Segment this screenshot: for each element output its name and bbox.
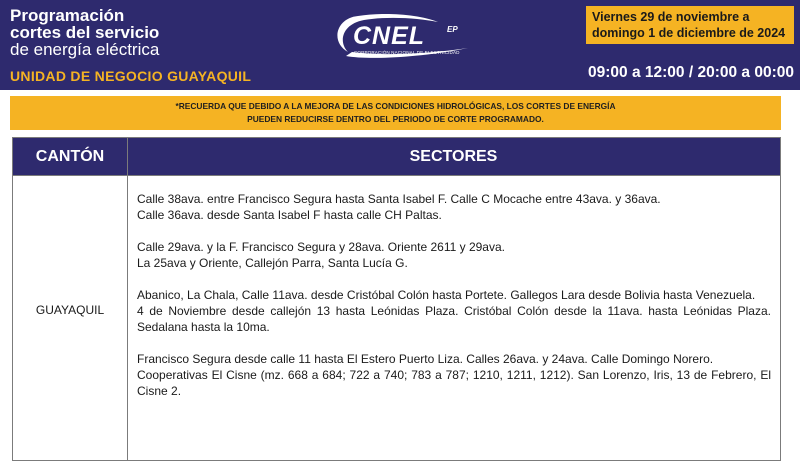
table-header: [13, 138, 780, 175]
time-range: 09:00 a 12:00 / 20:00 a 00:00: [588, 64, 794, 81]
logo-suffix: EP: [447, 25, 458, 34]
sector-line: Cooperativas El Cisne (mz. 668 a 684; 722 a 740; 783 a 787; 1210, 1211, 1212). San Lorenzo, Iris, 13 de Febrero, El Cisne 2.: [137, 368, 771, 398]
notice-line-1: *RECUERDA QUE DEBIDO A LA MEJORA DE LAS CONDICIONES HIDROLÓGICAS, LOS CORTES DE ENERGÍA: [175, 101, 616, 111]
business-unit-label: UNIDAD DE NEGOCIO GUAYAQUIL: [10, 68, 252, 84]
sector-line: Francisco Segura desde calle 11 hasta El Estero Puerto Liza. Calles 26ava. y 24ava. Calle Domingo Norero.: [137, 352, 714, 366]
sector-group: [137, 239, 771, 271]
header-sectores: SECTORES: [409, 148, 498, 165]
header-canton: CANTÓN: [35, 148, 105, 165]
date-line-1: Viernes 29 de noviembre a: [592, 10, 750, 24]
logo-subtitle: CORPORACIÓN NACIONAL DE ELECTRICIDAD: [354, 50, 460, 55]
notice-banner: [10, 96, 781, 130]
sector-line: Calle 29ava. y la F. Francisco Segura y 28ava. Oriente 2611 y 29ava.: [137, 240, 505, 254]
sector-line: 4 de Noviembre desde callejón 13 hasta Leónidas Plaza. Cristóbal Colón desde la 11ava. hasta Leónidas Plaza. Sedalana hasta la 10ma.: [137, 304, 771, 334]
logo-text: CNEL: [353, 22, 426, 50]
date-range-box: [586, 6, 794, 44]
sectores-cell: [137, 191, 771, 415]
sector-group: [137, 287, 771, 335]
header-banner: [0, 0, 800, 90]
notice-line-2: PUEDEN REDUCIRSE DENTRO DEL PERIODO DE CORTE PROGRAMADO.: [247, 114, 544, 124]
sector-line: Calle 36ava. desde Santa Isabel F hasta calle CH Paltas.: [137, 208, 442, 222]
date-line-2: domingo 1 de diciembre de 2024: [592, 26, 786, 40]
page-title: [10, 7, 159, 58]
row-divider: [13, 175, 780, 176]
sector-line: La 25ava y Oriente, Callejón Parra, Santa Lucía G.: [137, 256, 408, 270]
title-line-2: cortes del servicio: [10, 23, 160, 42]
sector-line: Abanico, La Chala, Calle 11ava. desde Cristóbal Colón hasta Portete. Gallegos Lara desde Bolivia hasta Venezuela.: [137, 288, 756, 302]
schedule-table: [12, 137, 781, 461]
sector-group: [137, 351, 771, 399]
sector-group: [137, 191, 771, 223]
column-divider: [127, 138, 128, 460]
title-line-3: de energía eléctrica: [10, 40, 160, 59]
canton-cell: GUAYAQUIL: [35, 303, 105, 317]
sector-line: Calle 38ava. entre Francisco Segura hasta Santa Isabel F. Calle C Mocache entre 43ava. y 36ava.: [137, 192, 661, 206]
title-line-1: Programación: [10, 6, 125, 25]
